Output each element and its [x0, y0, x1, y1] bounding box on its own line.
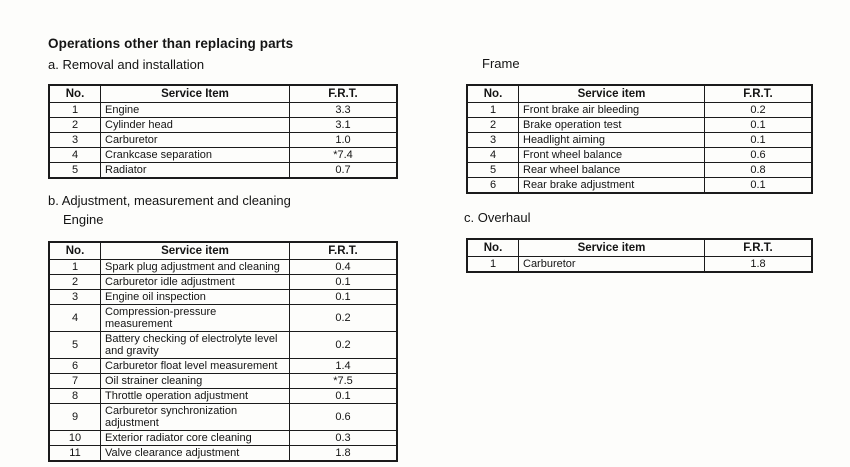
service-item-cell: Front wheel balance	[519, 148, 705, 163]
row-number-cell: 10	[49, 431, 101, 446]
frt-value-cell: 0.4	[290, 260, 398, 275]
frt-value-cell: 0.1	[290, 290, 398, 305]
frt-value-cell: 0.2	[705, 103, 813, 118]
table-row	[467, 118, 812, 133]
service-item-cell: Carburetor synchronization adjustment	[101, 404, 290, 431]
row-number-cell: 2	[49, 118, 101, 133]
frt-value-cell: 3.1	[290, 118, 398, 133]
frt-value-cell: 1.8	[705, 257, 813, 273]
table-row	[49, 389, 397, 404]
row-number-cell: 4	[467, 148, 519, 163]
service-item-cell: Brake operation test	[519, 118, 705, 133]
overhaul-table	[466, 238, 813, 273]
row-number-cell: 1	[467, 103, 519, 118]
service-item-cell: Carburetor	[101, 133, 290, 148]
frt-value-cell: 0.1	[290, 389, 398, 404]
service-item-cell: Headlight aiming	[519, 133, 705, 148]
engine-adjustment-table	[48, 241, 398, 462]
column-header: No.	[467, 85, 519, 103]
row-number-cell: 1	[49, 103, 101, 118]
column-header: Service item	[519, 239, 705, 257]
row-number-cell: 5	[49, 163, 101, 179]
service-item-cell: Radiator	[101, 163, 290, 179]
frt-value-cell: 0.3	[290, 431, 398, 446]
frt-value-cell: 1.4	[290, 359, 398, 374]
column-header: No.	[467, 239, 519, 257]
table-row	[467, 257, 812, 273]
table-row	[49, 332, 397, 359]
table-row	[467, 103, 812, 118]
column-header: F.R.T.	[705, 85, 813, 103]
table-row	[49, 290, 397, 305]
frame-adjustment-table	[466, 84, 813, 194]
column-header: F.R.T.	[290, 85, 398, 103]
table-row	[467, 133, 812, 148]
column-header: Service item	[101, 242, 290, 260]
section-b-label: b. Adjustment, measurement and cleaning	[48, 193, 291, 208]
frt-value-cell: 0.1	[705, 178, 813, 194]
column-header: F.R.T.	[705, 239, 813, 257]
service-item-cell: Crankcase separation	[101, 148, 290, 163]
row-number-cell: 8	[49, 389, 101, 404]
table-row	[49, 359, 397, 374]
section-b-engine-sublabel: Engine	[63, 212, 104, 227]
table-row	[49, 404, 397, 431]
row-number-cell: 4	[49, 148, 101, 163]
column-header: No.	[49, 242, 101, 260]
column-header: F.R.T.	[290, 242, 398, 260]
service-item-cell: Carburetor idle adjustment	[101, 275, 290, 290]
service-item-cell: Carburetor	[519, 257, 705, 273]
table-row	[467, 163, 812, 178]
table-row	[467, 178, 812, 194]
frt-value-cell: 1.8	[290, 446, 398, 462]
column-header: No.	[49, 85, 101, 103]
section-c-label: c. Overhaul	[464, 210, 531, 225]
table-row	[49, 163, 397, 179]
row-number-cell: 7	[49, 374, 101, 389]
frt-value-cell: 0.1	[705, 133, 813, 148]
table-row	[49, 446, 397, 462]
table-header-row	[467, 239, 812, 257]
frt-value-cell: 0.6	[705, 148, 813, 163]
service-item-cell: Valve clearance adjustment	[101, 446, 290, 462]
table-row	[49, 148, 397, 163]
row-number-cell: 2	[49, 275, 101, 290]
table-row	[49, 305, 397, 332]
service-item-cell: Battery checking of electrolyte level and gravity	[101, 332, 290, 359]
table-row	[49, 374, 397, 389]
service-item-cell: Spark plug adjustment and cleaning	[101, 260, 290, 275]
table-header-row	[49, 85, 397, 103]
service-item-cell: Rear brake adjustment	[519, 178, 705, 194]
row-number-cell: 3	[49, 290, 101, 305]
table-row	[49, 431, 397, 446]
row-number-cell: 1	[467, 257, 519, 273]
frt-value-cell: *7.4	[290, 148, 398, 163]
row-number-cell: 5	[467, 163, 519, 178]
row-number-cell: 3	[49, 133, 101, 148]
frt-value-cell: 0.1	[705, 118, 813, 133]
frt-value-cell: 0.2	[290, 332, 398, 359]
row-number-cell: 6	[49, 359, 101, 374]
table-row	[49, 103, 397, 118]
service-item-cell: Rear wheel balance	[519, 163, 705, 178]
row-number-cell: 11	[49, 446, 101, 462]
frame-sublabel: Frame	[482, 56, 520, 71]
frt-value-cell: 0.2	[290, 305, 398, 332]
column-header: Service Item	[101, 85, 290, 103]
service-item-cell: Engine	[101, 103, 290, 118]
service-item-cell: Engine oil inspection	[101, 290, 290, 305]
service-item-cell: Oil strainer cleaning	[101, 374, 290, 389]
frt-value-cell: 0.8	[705, 163, 813, 178]
table-header-row	[49, 242, 397, 260]
page-title: Operations other than replacing parts	[48, 36, 294, 51]
row-number-cell: 1	[49, 260, 101, 275]
service-item-cell: Front brake air bleeding	[519, 103, 705, 118]
frt-value-cell: 1.0	[290, 133, 398, 148]
frt-value-cell: 3.3	[290, 103, 398, 118]
row-number-cell: 6	[467, 178, 519, 194]
service-item-cell: Exterior radiator core cleaning	[101, 431, 290, 446]
row-number-cell: 5	[49, 332, 101, 359]
row-number-cell: 2	[467, 118, 519, 133]
service-item-cell: Cylinder head	[101, 118, 290, 133]
table-header-row	[467, 85, 812, 103]
service-item-cell: Compression-pressure measurement	[101, 305, 290, 332]
service-item-cell: Throttle operation adjustment	[101, 389, 290, 404]
frt-value-cell: *7.5	[290, 374, 398, 389]
frt-value-cell: 0.1	[290, 275, 398, 290]
service-item-cell: Carburetor float level measurement	[101, 359, 290, 374]
removal-installation-table	[48, 84, 398, 179]
frt-value-cell: 0.6	[290, 404, 398, 431]
table-row	[49, 118, 397, 133]
table-row	[49, 275, 397, 290]
row-number-cell: 4	[49, 305, 101, 332]
row-number-cell: 9	[49, 404, 101, 431]
section-a-label: a. Removal and installation	[48, 57, 205, 72]
table-row	[467, 148, 812, 163]
table-row	[49, 260, 397, 275]
column-header: Service item	[519, 85, 705, 103]
row-number-cell: 3	[467, 133, 519, 148]
frt-value-cell: 0.7	[290, 163, 398, 179]
table-row	[49, 133, 397, 148]
